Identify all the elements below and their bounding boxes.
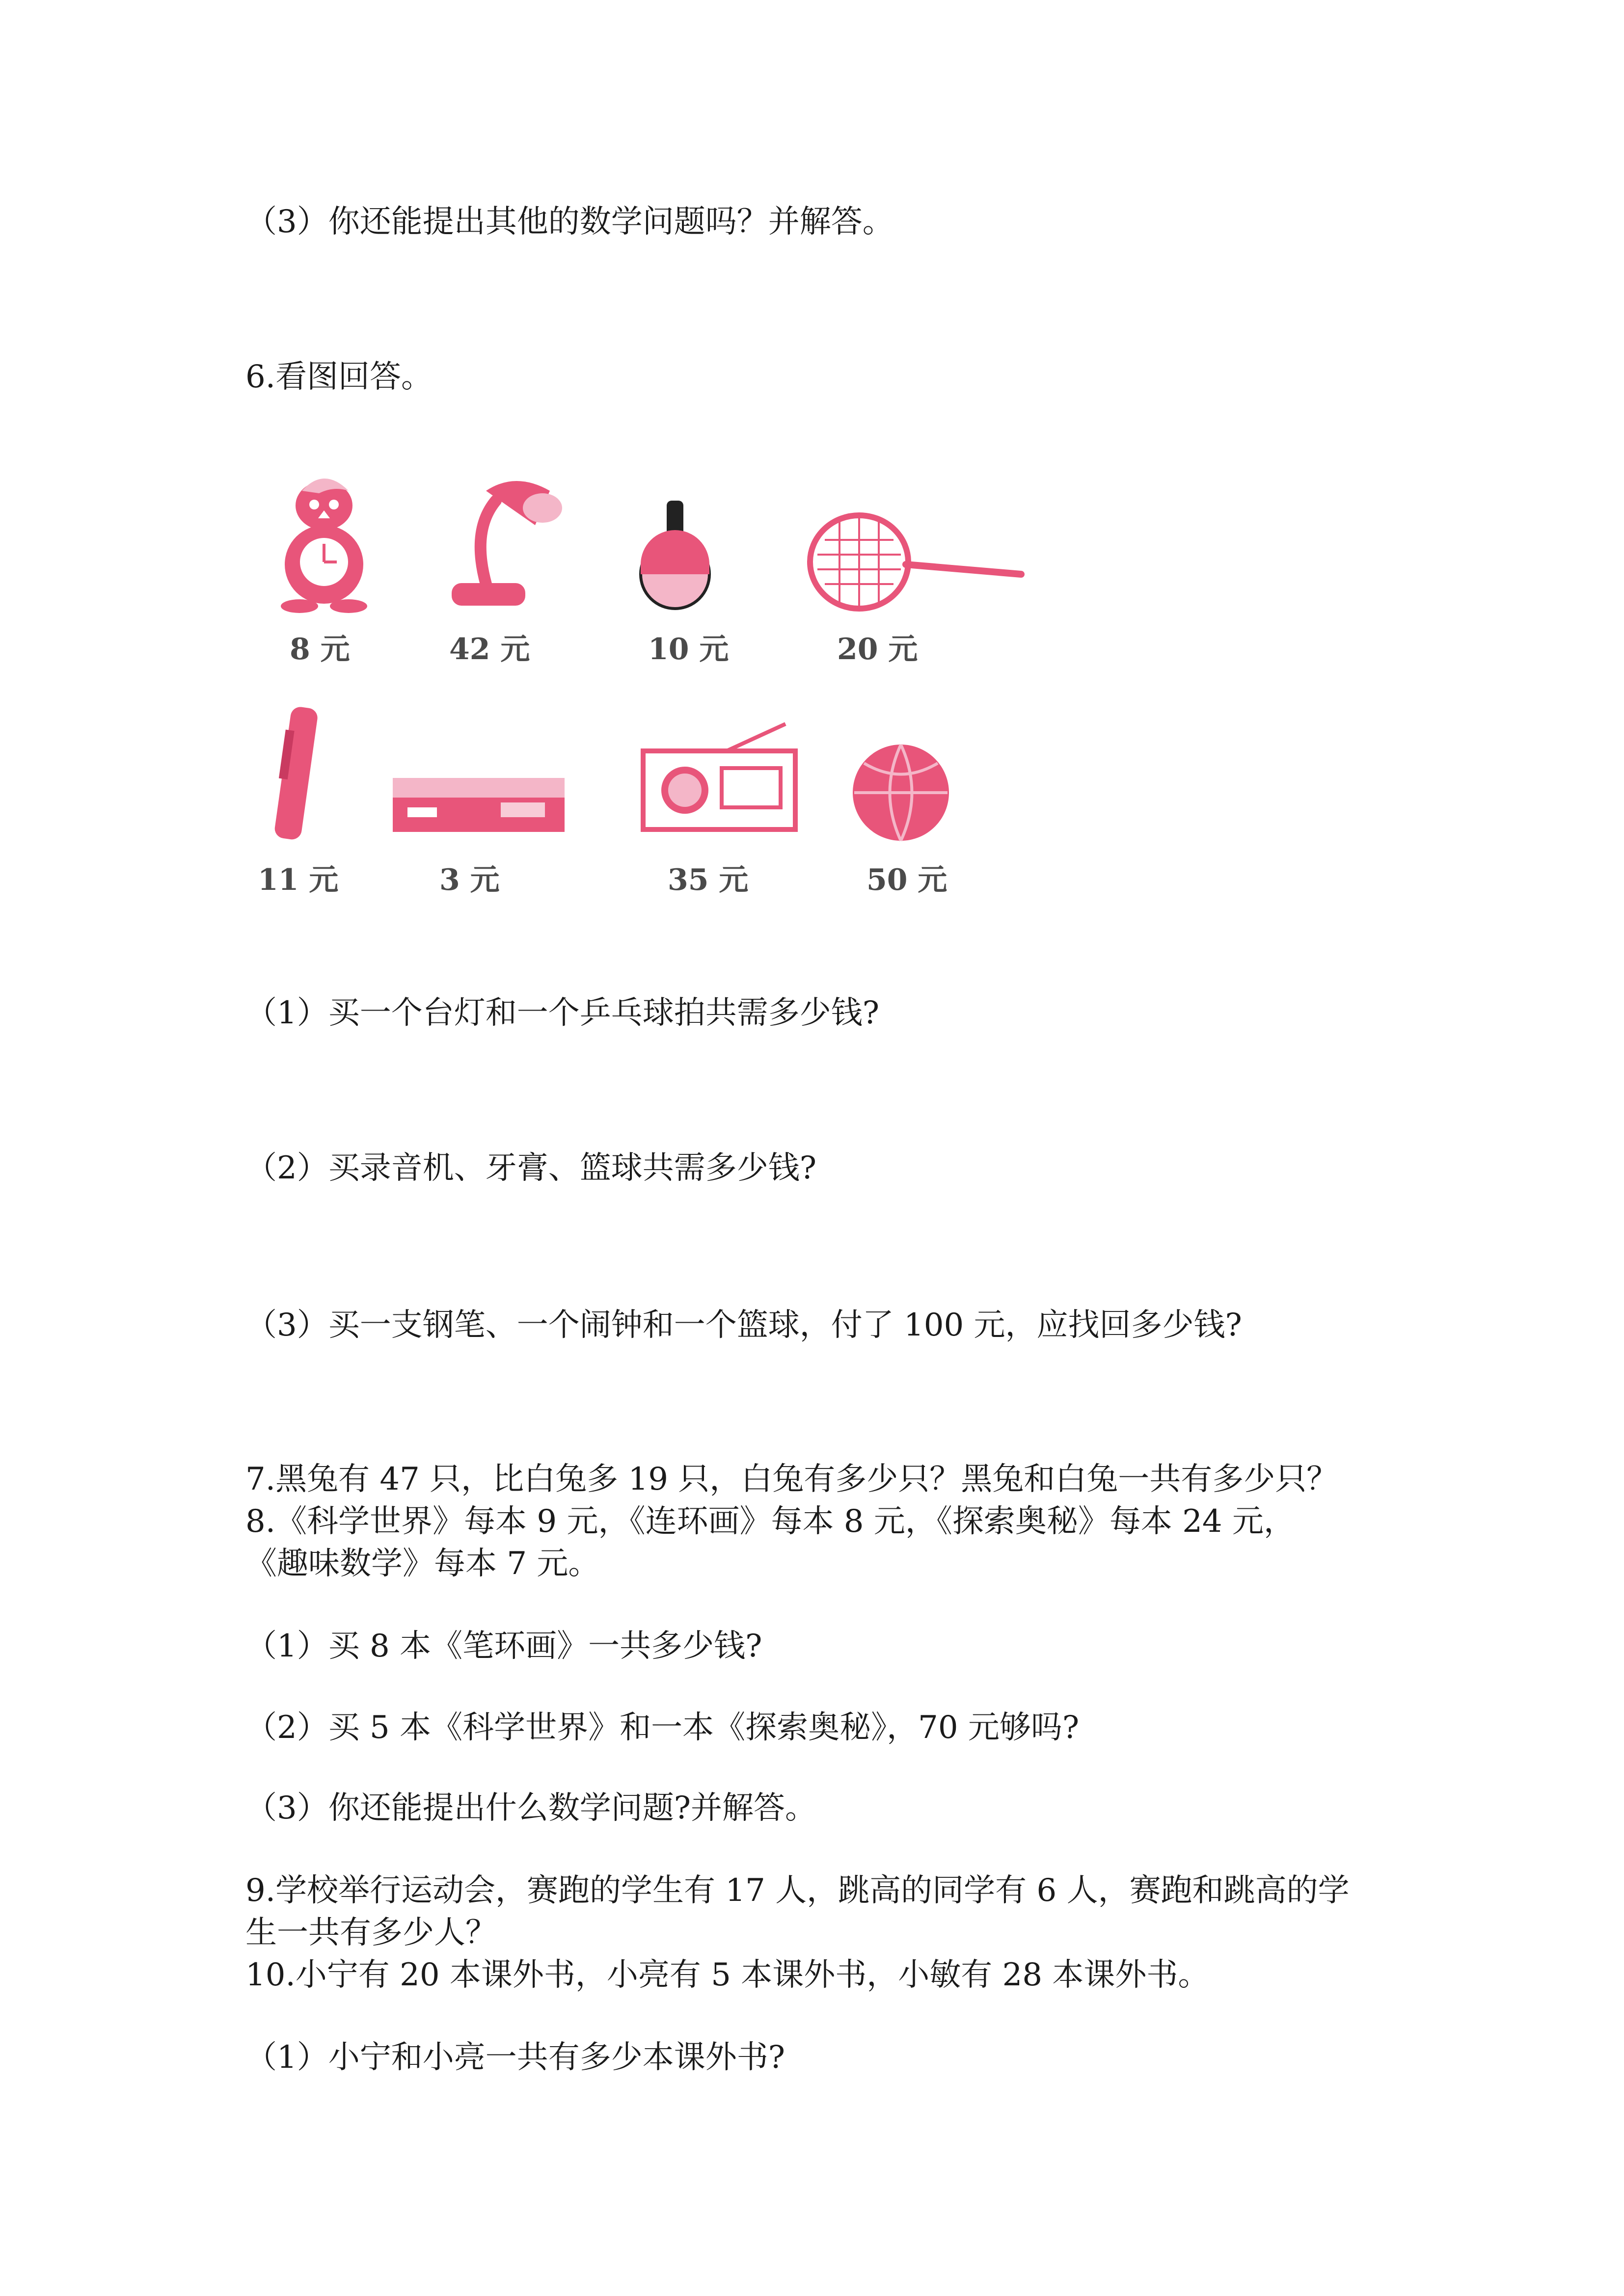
- price-label: 11 元: [258, 863, 339, 897]
- price-label: 42 元: [449, 632, 530, 667]
- price-label: 20 元: [837, 632, 918, 667]
- q5-sub3: （3）你还能提出其他的数学问题吗？并解答。: [245, 204, 894, 240]
- q9-line1: 9.学校举行运动会，赛跑的学生有 17 人，跳高的同学有 6 人，赛跑和跳高的学: [245, 1872, 1350, 1909]
- basketball-icon: [849, 741, 952, 844]
- price-label: 8 元: [290, 632, 350, 667]
- price-label: 50 元: [866, 863, 947, 897]
- badminton-racket-icon: [805, 510, 1031, 614]
- q6-sub2: （2）买录音机、牙膏、篮球共需多少钱?: [245, 1150, 817, 1186]
- price-label: 3 元: [439, 863, 500, 897]
- q6-sub3: （3）买一支钢笔、一个闹钟和一个篮球，付了 100 元，应找回多少钱?: [245, 1307, 1242, 1343]
- radio-recorder-icon: [638, 721, 800, 834]
- q9-line2: 生一共有多少人？: [245, 1915, 497, 1951]
- desk-lamp-icon: [442, 471, 574, 609]
- ping-pong-paddle-icon: [638, 501, 712, 614]
- toothpaste-icon: [388, 773, 569, 837]
- q10-text: 10.小宁有 20 本课外书，小亮有 5 本课外书，小敏有 28 本课外书。: [245, 1957, 1210, 1993]
- price-label: 10 元: [648, 632, 729, 667]
- q6-title: 6.看图回答。: [245, 359, 433, 395]
- q8-line1: 8.《科学世界》每本 9 元，《连环画》每本 8 元，《探索奥秘》每本 24 元，: [245, 1503, 1295, 1540]
- penguin-clock-icon: [275, 471, 373, 614]
- price-label: 35 元: [668, 863, 749, 897]
- q6-sub1: （1）买一个台灯和一个乒乓球拍共需多少钱?: [245, 995, 880, 1031]
- q8-sub3: （3）你还能提出什么数学问题?并解答。: [245, 1790, 817, 1826]
- q8-sub2: （2）买 5 本《科学世界》和一本《探索奥秘》，70 元够吗?: [245, 1709, 1080, 1746]
- q7-text: 7.黑兔有 47 只，比白兔多 19 只，白兔有多少只？黑兔和白兔一共有多少只？: [245, 1461, 1338, 1497]
- q8-sub1: （1）买 8 本《笔环画》一共多少钱?: [245, 1628, 762, 1664]
- q8-line2: 《趣味数学》每本 7 元。: [245, 1546, 600, 1582]
- q10-sub1: （1）小宁和小亮一共有多少本课外书?: [245, 2039, 785, 2076]
- fountain-pen-icon: [263, 702, 326, 849]
